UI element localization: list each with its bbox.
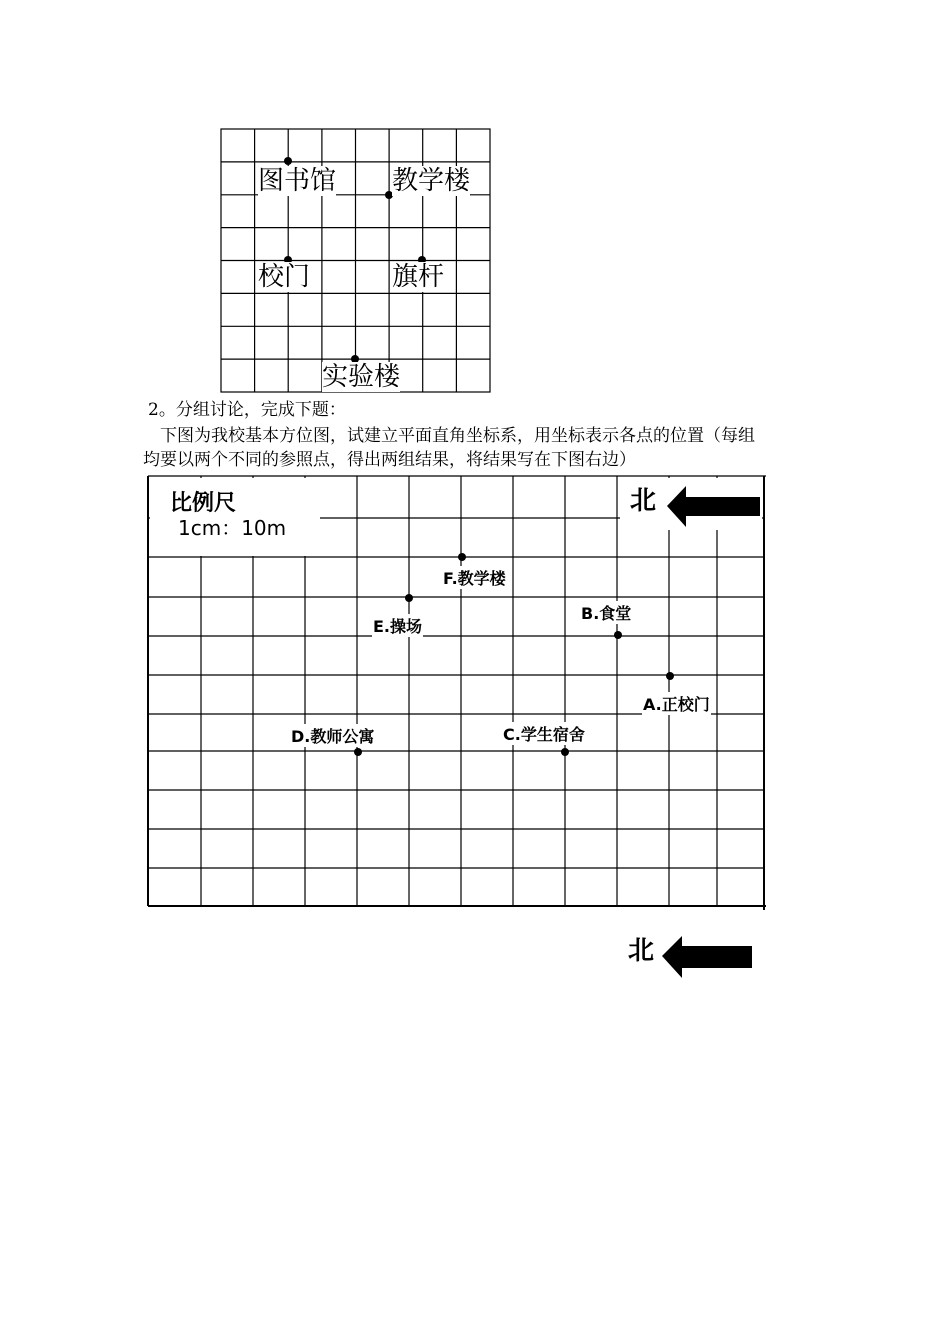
point-E-label: E.操场 (372, 614, 423, 637)
scale-value: 1cm：10m (178, 516, 287, 540)
landmark-grid (220, 128, 490, 392)
point-F-label: F.教学楼 (442, 566, 507, 589)
point-C-label: C.学生宿舍 (502, 722, 586, 745)
point-F-dot (458, 553, 466, 561)
school-map (146, 474, 768, 910)
point-D-label: D.教师公寓 (290, 724, 375, 747)
school-gate-label: 校门 (258, 262, 311, 292)
point-A-dot (666, 672, 674, 680)
north-label-2: 北 (628, 936, 655, 966)
flagpole-label: 旗杆 (392, 262, 445, 292)
question-line-3: 均要以两个不同的参照点，得出两组结果，将结果写在下图右边） (143, 450, 636, 470)
lab-building-label: 实验楼 (322, 362, 401, 392)
question-line-1: 2。分组讨论，完成下题： (148, 400, 346, 420)
teaching-building-label: 教学楼 (392, 166, 471, 196)
point-C-dot (561, 748, 569, 756)
point-A-label: A.正校门 (642, 692, 711, 715)
question-line-2: 下图为我校基本方位图，试建立平面直角坐标系，用坐标表示各点的位置（每组 (160, 426, 755, 446)
point-B-dot (614, 631, 622, 639)
library-dot (284, 157, 292, 165)
north-arrow-2-icon (660, 934, 756, 980)
north-label: 北 (630, 486, 657, 516)
scale-title: 比例尺 (170, 491, 237, 516)
point-B-label: B.食堂 (580, 601, 632, 624)
point-E-dot (405, 594, 413, 602)
library-label: 图书馆 (258, 166, 337, 196)
point-D-dot (354, 748, 362, 756)
